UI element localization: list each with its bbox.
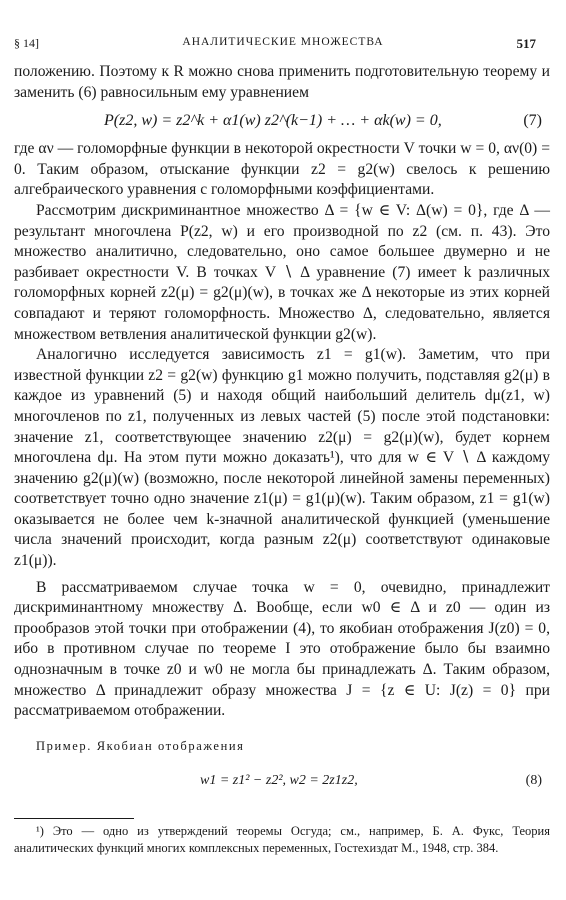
- equation-7-formula: P(z2, w) = z2^k + α1(w) z2^(k−1) + … + αk(w) = 0,: [104, 112, 442, 130]
- footnote: ¹) Это — одно из утверждений теоремы Осгуда; см., например, Б. А. Фукс, Теория аналитических функций многих комплексных переменных, Гостехиздат М., 1948, стр. 384.: [14, 823, 550, 855]
- paragraph-5: В рассматриваемом случае точка w = 0, очевидно, принадлежит дискриминантному множеству Δ. Вообще, если w0 ∈ Δ и z0 — один из прообразов этой точки при отображении (4), то якобиан отображения J(z0) = 0, ибо в противном случае по теореме I это отображение было бы взаимно однозначным в точке z0 и w0 не могла бы принадлежать Δ. Таким образом, множество Δ принадлежит образу множества J = {z ∈ U: J(z) = 0} при рассматриваемом отображении.: [14, 578, 550, 720]
- section-ref: § 14]: [14, 36, 39, 50]
- chapter-title: АНАЛИТИЧЕСКИЕ МНОЖЕСТВА: [182, 36, 384, 48]
- footnote-divider: [14, 818, 134, 819]
- page-body: [14, 62, 550, 857]
- equation-8-number: (8): [525, 772, 542, 788]
- paragraph-3: Рассмотрим дискриминантное множество Δ = {w ∈ V: Δ(w) = 0}, где Δ — результант многочлена P(z2, w) и его производной по z2 (см. п. 43). Это множество аналитично, следовательно, оно самое большее двумерно и не разбивает окрестности V. В точках V ∖ Δ уравнение (7) имеет k различных голоморфных корней z2(μ) = g2(μ)(w), в точках же Δ некоторые из этих корней совпадают и теряют голоморфность. Множество Δ, следовательно, является множеством ветвления аналитической функции g2(w).: [14, 201, 550, 343]
- paragraph-1: положению. Поэтому к R можно снова применить подготовительную теорему и заменить (6) равносильным ему уравнением: [14, 63, 550, 101]
- running-header: [14, 36, 552, 54]
- example-label: Пример. Якобиан отображения: [36, 738, 245, 753]
- paragraph-4: Аналогично исследуется зависимость z1 = g1(w). Заметим, что при известной функции z2 = g2(w) функцию g1 можно получить, подставляя g2(μ) в каждое из уравнений (5) и находя общий наибольший делитель dμ(z1, w) многочленов по z1, полученных из левых частей (5) после этой подстановки: значение z1, соответствующее значению z2(μ) = g2(μ)(w), будет корнем многочлена dμ. На этом пути можно доказать¹), что для w ∈ V ∖ Δ каждому значению g2(μ)(w) (возможно, после некоторой линейной замены переменных) соответствует точно одно значение z1(μ) = g1(μ)(w). Таким образом, z1 = g1(w) оказывается не более чем k-значной аналитической функцией (уменьшение числа значений происходит, когда разным z2(μ) соответствуют одинаковые z1(μ)).: [14, 346, 550, 570]
- equation-8-formula: w1 = z1² − z2², w2 = 2z1z2,: [200, 772, 358, 788]
- page-number: 517: [516, 36, 536, 51]
- equation-7-number: (7): [523, 112, 542, 130]
- equation-8: [14, 766, 550, 796]
- equation-7: [14, 103, 550, 139]
- paragraph-2: где αν — голоморфные функции в некоторой окрестности V точки w = 0, αν(0) = 0. Таким образом, отыскание функции z2 = g2(w) свелось к решению алгебраического уравнения с голоморфными коэффициентами.: [14, 140, 550, 199]
